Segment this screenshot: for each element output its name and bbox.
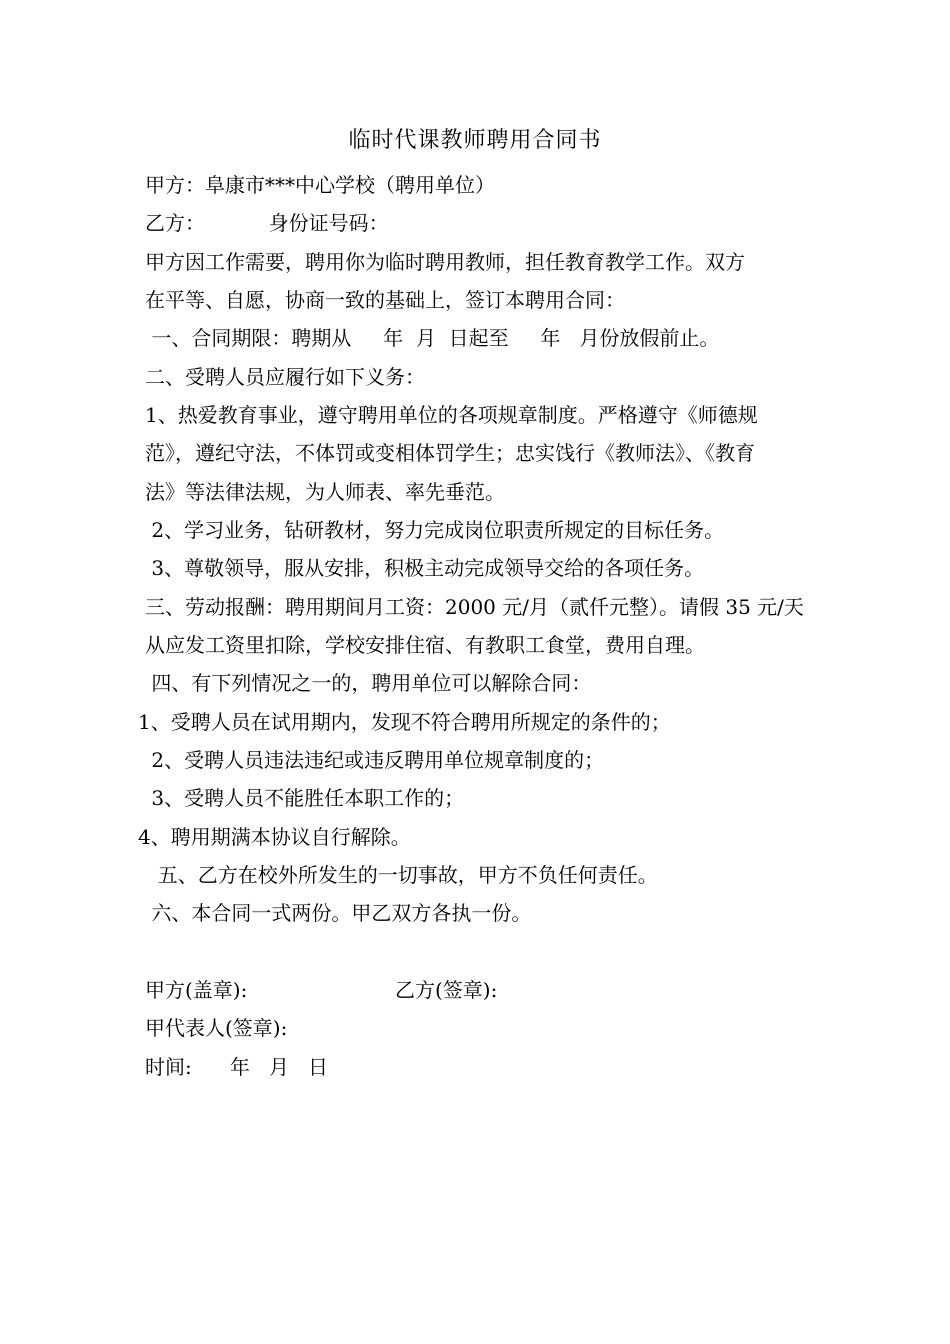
term-4: 4、聘用期满本协议自行解除。 bbox=[138, 825, 411, 849]
section-6: 六、本合同一式两份。甲乙双方各执一份。 bbox=[145, 901, 532, 925]
term-3: 3、受聘人员不能胜任本职工作的； bbox=[145, 786, 465, 810]
intro-line-2: 在平等、自愿，协商一致的基础上，签订本聘用合同： bbox=[145, 288, 625, 312]
section-3-line-2: 从应发工资里扣除，学校安排住宿、有教职工食堂，费用自理。 bbox=[145, 633, 705, 657]
contract-title: 临时代课教师聘用合同书 bbox=[348, 128, 602, 153]
section-3-line-1: 三、劳动报酬：聘用期间月工资：2000 元/月（贰仟元整）。请假 35 元/天 bbox=[145, 595, 804, 619]
section-2-heading: 二、受聘人员应履行如下义务： bbox=[145, 365, 425, 389]
duty-2: 2、学习业务，钻研教材，努力完成岗位职责所规定的目标任务。 bbox=[145, 518, 725, 542]
duty-1-line-2: 范》，遵纪守法，不体罚或变相体罚学生；忠实饯行《教师法》、《教育 bbox=[145, 441, 755, 465]
party-a-seal: 甲方(盖章): bbox=[145, 978, 248, 1002]
section-1-term: 一、合同期限：聘期从 年 月 日起至 年 月份放假前止。 bbox=[145, 326, 720, 350]
duty-1-line-3: 法》等法律法规，为人师表、率先垂范。 bbox=[145, 480, 505, 504]
party-a-line: 甲方：阜康市***中心学校（聘用单位） bbox=[145, 173, 495, 197]
term-2: 2、受聘人员违法违纪或违反聘用单位规章制度的； bbox=[145, 748, 605, 772]
sign-date: 时间: 年 月 日 bbox=[145, 1055, 329, 1079]
party-b-line: 乙方： 身份证号码： bbox=[145, 211, 389, 235]
duty-1-line-1: 1、热爱教育事业，遵守聘用单位的各项规章制度。严格遵守《师德规 bbox=[145, 403, 758, 427]
party-b-sign: 乙方(签章): bbox=[395, 978, 498, 1002]
intro-line-1: 甲方因工作需要，聘用你为临时聘用教师，担任教育教学工作。双方 bbox=[145, 250, 745, 274]
section-4-heading: 四、有下列情况之一的，聘用单位可以解除合同： bbox=[145, 671, 592, 695]
term-1: 1、受聘人员在试用期内，发现不符合聘用所规定的条件的； bbox=[138, 710, 671, 734]
section-5: 五、乙方在校外所发生的一切事故，甲方不负任何责任。 bbox=[145, 863, 658, 887]
representative-sign: 甲代表人(签章): bbox=[145, 1016, 288, 1040]
duty-3: 3、尊敬领导，服从安排，积极主动完成领导交给的各项任务。 bbox=[145, 556, 705, 580]
